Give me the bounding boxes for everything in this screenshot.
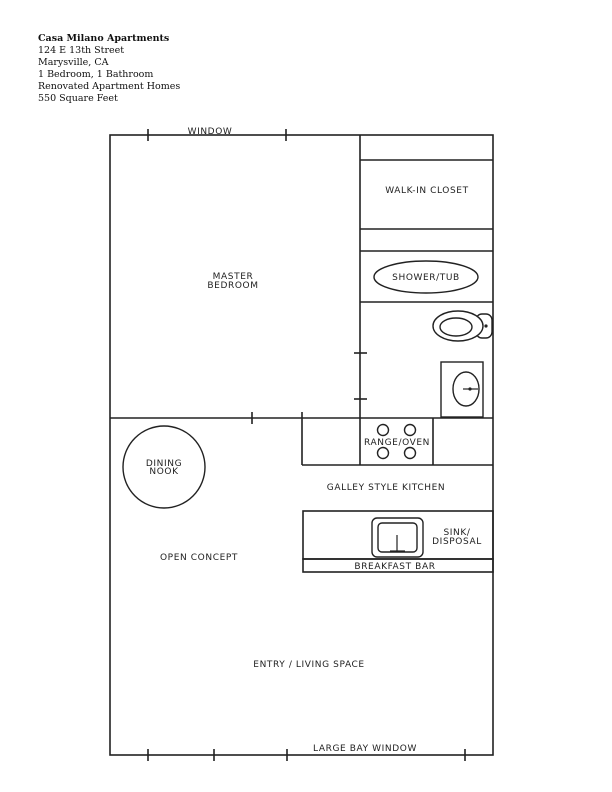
shower-tub-label: SHOWER/TUB bbox=[392, 273, 460, 283]
sink-label-line1: SINK/ bbox=[443, 528, 471, 538]
bath-sink-icon bbox=[441, 362, 483, 417]
property-city: Marysville, CA bbox=[38, 57, 109, 68]
galley-kitchen-label: GALLEY STYLE KITCHEN bbox=[326, 483, 446, 493]
open-concept-label: OPEN CONCEPT bbox=[160, 553, 238, 563]
toilet-icon bbox=[433, 311, 492, 341]
property-layout: 1 Bedroom, 1 Bathroom bbox=[38, 69, 154, 80]
master-label-line1: MASTER bbox=[212, 272, 254, 282]
property-address: 124 E 13th Street bbox=[38, 45, 125, 56]
walk-in-closet-label: WALK-IN CLOSET bbox=[385, 186, 469, 196]
range-oven-label: RANGE/OVEN bbox=[364, 438, 430, 448]
window-top-label: WINDOW bbox=[187, 127, 233, 137]
property-size: 550 Square Feet bbox=[38, 93, 118, 104]
sink-label-line2: DISPOSAL bbox=[432, 537, 482, 547]
bay-window-label: LARGE BAY WINDOW bbox=[313, 744, 417, 754]
property-description: Renovated Apartment Homes bbox=[38, 81, 181, 92]
breakfast-bar-label: BREAKFAST BAR bbox=[354, 562, 436, 572]
kitchen-sink-icon bbox=[372, 518, 423, 557]
master-label-line2: BEDROOM bbox=[207, 281, 259, 291]
dining-label-line2: NOOK bbox=[149, 467, 179, 477]
dining-label-line1: DINING bbox=[145, 459, 183, 469]
property-name: Casa Milano Apartments bbox=[38, 33, 170, 44]
entry-living-label: ENTRY / LIVING SPACE bbox=[253, 660, 365, 670]
